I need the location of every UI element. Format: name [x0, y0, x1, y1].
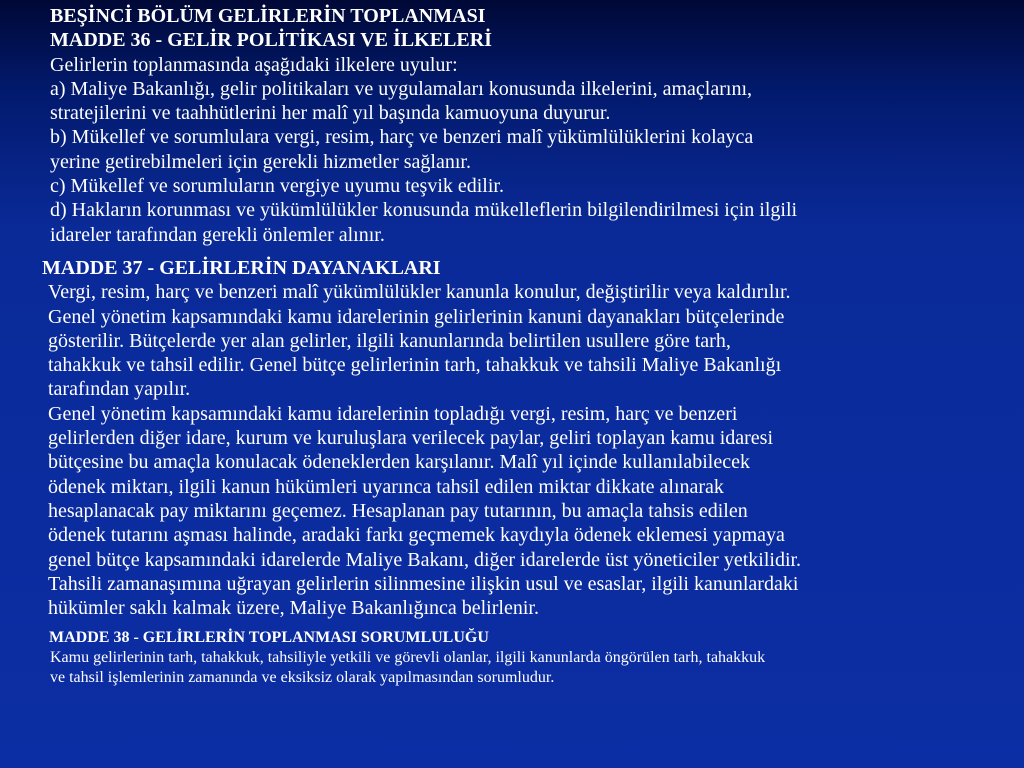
madde-36-line: d) Hakların korunması ve yükümlülükler konusunda mükelleflerin bilgilendirilmesi için ilgili [50, 199, 798, 222]
chapter-title: BEŞİNCİ BÖLÜM GELİRLERİN TOPLANMASI [50, 5, 486, 27]
madde-37-line: hesaplanacak pay miktarını geçemez. Hesaplanan pay tutarının, bu amaçla tahsis edilen [48, 499, 748, 522]
madde-37-line: Genel yönetim kapsamındaki kamu idarelerinin topladığı vergi, resim, harç ve benzeri [48, 402, 738, 425]
madde-37-line: Genel yönetim kapsamındaki kamu idarelerinin gelirlerinin kanuni dayanakları bütçelerinde [48, 305, 785, 328]
madde-37-line: ödenek miktarı, ilgili kanun hükümleri uyarınca tahsil edilen miktar dikkate alınarak [48, 475, 724, 498]
madde-36-line: c) Mükellef ve sorumluların vergiye uyumu teşvik edilir. [50, 175, 504, 198]
madde-36-line: stratejilerini ve taahhütlerini her malî yıl başında kamuoyuna duyurur. [50, 102, 611, 125]
madde-37-line: ödenek tutarını aşması halinde, aradaki farkı geçmemek kaydıyla ödenek eklemesi yapmaya [48, 524, 785, 547]
madde-36-heading: MADDE 36 - GELİR POLİTİKASI VE İLKELERİ [50, 29, 492, 52]
madde-37-line: tarafından yapılır. [48, 378, 191, 401]
section-madde-36 [50, 4, 797, 247]
madde-37-line: genel bütçe kapsamındaki idarelerde Maliye Bakanı, diğer idarelerde üst yöneticiler yetkilidir. [48, 548, 802, 571]
madde-36-line: idareler tarafından gerekli önlemler alınır. [50, 223, 385, 246]
section-madde-37 [42, 256, 801, 620]
madde-36-line: b) Mükellef ve sorumlulara vergi, resim, harç ve benzeri malî yükümlülüklerini kolayca [50, 126, 754, 149]
madde-37-line: Tahsili zamanaşımına uğrayan gelirlerin silinmesine ilişkin usul ve esaslar, ilgili kanunlardaki [48, 572, 799, 595]
madde-37-line: gelirlerden diğer idare, kurum ve kuruluşlara verilecek paylar, geliri toplayan kamu idaresi [48, 427, 774, 450]
madde-38-line: ve tahsil işlemlerinin zamanında ve eksiksiz olarak yapılmasından sorumludur. [50, 669, 555, 686]
madde-37-line: gösterilir. Bütçelerde yer alan gelirler, ilgili kanunlarında belirtilen usullere göre tarh, [48, 329, 731, 352]
madde-36-line: a) Maliye Bakanlığı, gelir politikaları ve uygulamaları konusunda ilkelerini, amaçlarını, [50, 77, 753, 100]
section-madde-38 [46, 628, 765, 688]
madde-37-line: Vergi, resim, harç ve benzeri malî yükümlülükler kanunla konulur, değiştirilir veya kaldırılır. [48, 281, 791, 304]
madde-36-line: Gelirlerin toplanmasında aşağıdaki ilkelere uyulur: [50, 53, 458, 76]
madde-37-line: bütçesine bu amaçla konulacak ödeneklerden karşılanır. Malî yıl içinde kullanılabilecek [48, 451, 750, 474]
madde-38-line: Kamu gelirlerinin tarh, tahakkuk, tahsiliyle yetkili ve görevli olanlar, ilgili kanunlarda öngörülen tarh, tahakkuk [50, 649, 766, 666]
madde-37-line: hükümler saklı kalmak üzere, Maliye Bakanlığınca belirlenir. [48, 597, 539, 620]
madde-38-heading: MADDE 38 - GELİRLERİN TOPLANMASI SORUMLULUĞU [49, 629, 489, 646]
madde-36-line: yerine getirebilmeleri için gerekli hizmetler sağlanır. [50, 150, 471, 173]
madde-37-line: tahakkuk ve tahsil edilir. Genel bütçe gelirlerinin tarh, tahakkuk ve tahsili Maliye Bakanlığı [48, 354, 782, 377]
madde-37-heading: MADDE 37 - GELİRLERİN DAYANAKLARI [42, 257, 441, 279]
